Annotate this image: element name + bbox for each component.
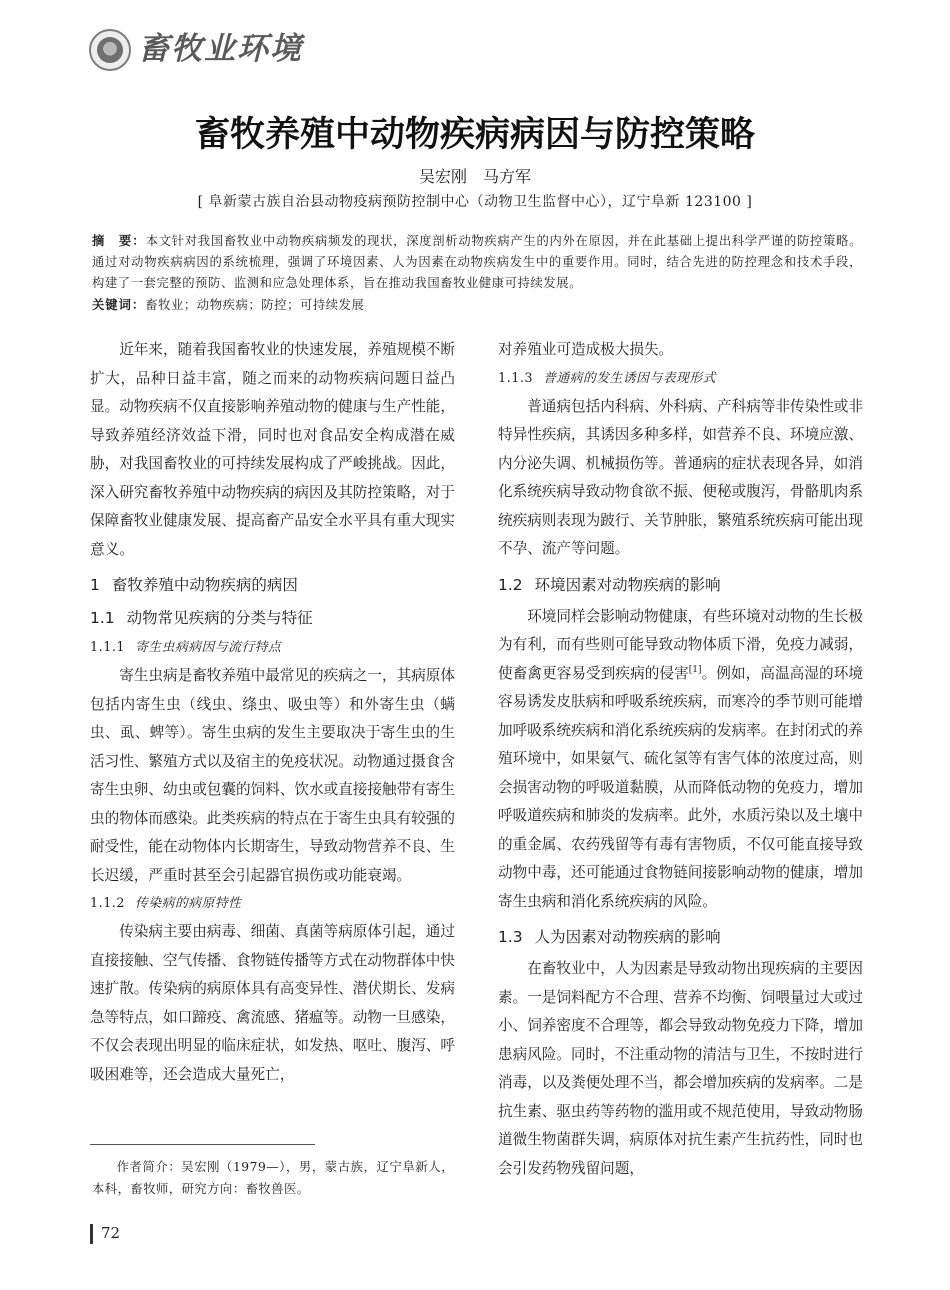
section-title: 动物常见疾病的分类与特征 — [126, 609, 313, 627]
section-title: 寄生虫病病因与流行特点 — [135, 640, 282, 655]
keywords — [92, 295, 862, 316]
environment-paragraph — [498, 603, 863, 917]
infectious-paragraph-continued: 对养殖业可造成极大损失。 — [498, 341, 674, 358]
section-heading-1-1-2 — [90, 892, 455, 916]
infectious-paragraph: 传染病主要由病毒、细菌、真菌等病原体引起，通过直接接触、空气传播、食物链传播等方式在动物群体中快速扩散。传染病的病原体具有高变异性、潜伏期长、发病急等特点，如口蹄疫、禽流感、猪瘟等。动物一旦感染，不仅会表现出明显的临床症状，如发热、呕吐、腹泻、呼吸困难等，还会造成大量死亡， — [90, 923, 455, 1083]
section-number: 1.1.2 — [90, 896, 126, 911]
section-heading-1 — [90, 573, 455, 597]
environment-text-a: 环境同样会影响动物健康，有些环境对动物的生长极为有利，而有些则可能导致动物体质下滑，免疫力减弱，使畜禽更容易受到疾病的侵害 — [498, 607, 863, 682]
section-title: 畜牧养殖中动物疾病的病因 — [111, 576, 298, 594]
section-number: 1.3 — [498, 928, 523, 946]
journal-seal-icon — [89, 29, 131, 71]
section-number: 1.1.1 — [90, 640, 126, 655]
section-title: 传染病的病原特性 — [135, 896, 242, 911]
author-affiliation: [ 阜新蒙古族自治县动物疫病预防控制中心（动物卫生监督中心），辽宁阜新 123100 ] — [197, 194, 753, 210]
citation-1[interactable]: [1] — [688, 664, 702, 675]
section-title: 环境因素对动物疾病的影响 — [534, 575, 721, 594]
intro-paragraph: 近年来，随着我国畜牧业的快速发展，养殖规模不断扩大，品种日益丰富，随之而来的动物疾病问题日益凸显。动物疾病不仅直接影响养殖动物的健康与生产性能，导致养殖经济效益下滑，同时也对食品安全构成潜在威胁，对我国畜牧业的可持续发展构成了严峻挑战。因此，深入研究畜牧养殖中动物疾病的病因及其防控策略，对于保障畜牧业健康发展、提高畜产品安全水平具有重大现实意义。 — [90, 341, 455, 558]
section-heading-1-2 — [498, 573, 863, 597]
common-disease-paragraph: 普通病包括内科病、外科病、产科病等非传染性或非特异性疾病，其诱因多种多样，如营养不良、环境应激、内分泌失调、机械损伤等。普通病的症状表现各异，如消化系统疾病导致动物食欲不振、便秘或腹泻，骨骼肌肉系统疾病则表现为跛行、关节肿胀，繁殖系统疾病可能出现不孕、流产等问题。 — [498, 397, 863, 557]
keywords-label: 关键词： — [92, 298, 146, 312]
human-factor-paragraph: 在畜牧业中，人为因素是导致动物出现疾病的主要因素。一是饲料配方不合理、营养不均衡、饲喂量过大或过小、饲养密度不合理等，都会导致动物免疫力下降，增加患病风险。同时，不注重动物的清洁与卫生，不按时进行消毒，以及粪便处理不当，都会增加疾病的发病率。二是抗生素、驱虫药等药物的滥用或不规范使用，导致动物肠道微生物菌群失调，病原体对抗生素产生抗药性，同时也会引发药物残留问题， — [498, 960, 863, 1177]
section-heading-1-1-1 — [90, 636, 455, 660]
left-column — [90, 336, 455, 1089]
section-heading-1-3 — [498, 925, 863, 949]
page-number-bar — [90, 1224, 93, 1244]
article-title: 畜牧养殖中动物疾病病因与防控策略 — [194, 115, 755, 155]
journal-name: 畜牧业环境 — [138, 31, 303, 67]
author-footnote: 作者简介：吴宏刚（1979—），男，蒙古族，辽宁阜新人，本科，畜牧师，研究方向：畜牧兽医。 — [92, 1160, 454, 1196]
section-number: 1.2 — [498, 575, 523, 594]
article-authors: 吴宏刚 马方军 — [418, 167, 531, 186]
environment-text-b: 。例如，高温高湿的环境容易诱发皮肤病和呼吸系统疾病，而寒冷的季节则可能增加呼吸系统疾病和消化系统疾病的发病率。在封闭式的养殖环境中，如果氨气、硫化氢等有害气体的浓度过高，则会损害动物的呼吸道黏膜，从而降低动物的免疫力，增加呼吸道疾病和肺炎的发病率。此外，水质污染以及土壤中的重金属、农药残留等有毒有害物质，不仅可能直接导致动物中毒，还可能通过食物链间接影响动物的健康，增加寄生虫病和消化系统疾病的风险。 — [498, 664, 863, 910]
right-column — [498, 336, 863, 1183]
abstract-text: 本文针对我国畜牧业中动物疾病频发的现状，深度剖析动物疾病产生的内外在原因，并在此基础上提出科学严谨的防控策略。通过对动物疾病病因的系统梳理，强调了环境因素、人为因素在动物疾病发生中的重要作用。同时，结合先进的防控理念和技术手段，构建了一套完整的预防、监测和应急处理体系，旨在推动我国畜牧业健康可持续发展。 — [92, 234, 862, 290]
section-number: 1.1.3 — [498, 370, 534, 386]
section-heading-1-1-3 — [498, 367, 863, 391]
abstract-label: 摘 要： — [92, 234, 146, 248]
section-heading-1-1 — [90, 606, 455, 630]
section-title: 人为因素对动物疾病的影响 — [534, 928, 721, 946]
abstract — [92, 231, 862, 294]
footnote-divider — [90, 1144, 315, 1145]
keywords-text: 畜牧业；动物疾病；防控；可持续发展 — [145, 298, 365, 312]
page-number: 72 — [101, 1224, 121, 1242]
section-title: 普通病的发生诱因与表现形式 — [543, 370, 716, 386]
parasite-paragraph: 寄生虫病是畜牧养殖中最常见的疾病之一，其病原体包括内寄生虫（线虫、绦虫、吸虫等）和外寄生虫（螨虫、虱、蜱等）。寄生虫病的发生主要取决于寄生虫的生活习性、繁殖方式以及宿主的免疫状况。动物通过摄食含寄生虫卵、幼虫或包囊的饲料、饮水或直接接触带有寄生虫的物体而感染。此类疾病的特点在于寄生虫具有较强的耐受性，能在动物体内长期寄生，导致动物营养不良、生长迟缓，严重时甚至会引起器官损伤或功能衰竭。 — [90, 667, 455, 884]
section-number: 1.1 — [90, 609, 115, 627]
section-number: 1 — [90, 576, 100, 594]
